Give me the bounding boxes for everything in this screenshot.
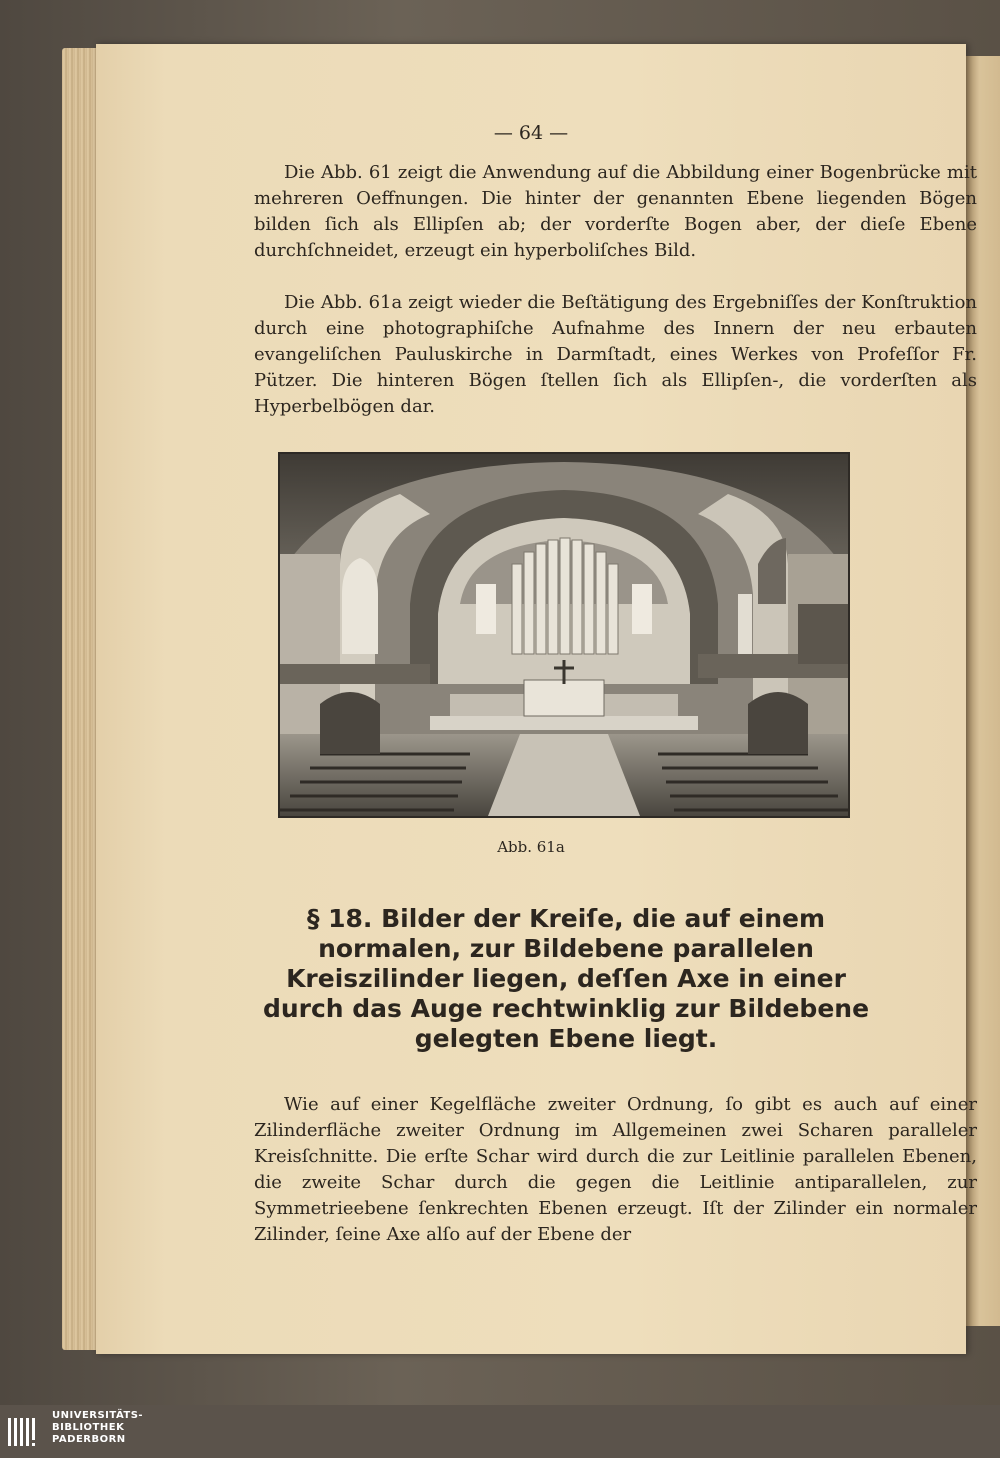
paragraph-2 (254, 290, 977, 420)
library-name (52, 1410, 143, 1446)
paragraph-3-text: Wie auf einer Kegelfläche zweiter Ordnung, ſo gibt es auch auf einer Zilinderfläche zweiter Ordnung im Allgemeinen zwei Scharen paralleler Kreisſchnitte. Die erſte Schar wird durch die zur Leitlinie parallelen Ebenen, die zweite Schar durch die gegen die Leitlinie antiparallelen, zur Symmetrieebene ſenkrechten Ebenen erzeugt. Iſt der Zilinder ein normaler Zilinder, ſeine Axe alſo auf der Ebene der (254, 1094, 977, 1245)
library-name-line-3: PADERBORN (52, 1434, 126, 1445)
paragraph-1 (254, 160, 977, 264)
section-heading: § 18. Bilder der Kreiſe, die auf einem normalen, zur Bildebene parallelen Kreiszilinder liegen, deſſen Axe in einer durch das Auge rechtwinklig zur Bildebene gelegten Ebene liegt. (262, 904, 870, 1053)
paragraph-2-text: Die Abb. 61a zeigt wieder die Beſtätigung des Ergebniſſes der Konſtruktion durch eine photographiſche Aufnahme des Innern der neu erbauten evangeliſchen Pauluskirche in Darmſtadt, eines Werkes von Profeſſor Fr. Pützer. Die hinteren Bögen ſtellen ſich als Ellipſen-, die vorderſten als Hyperbelbögen dar. (254, 292, 977, 417)
library-footer (0, 1405, 1000, 1458)
figure-caption: Abb. 61a (497, 838, 565, 856)
book-page (96, 44, 977, 1354)
paragraph-3 (254, 1092, 977, 1248)
library-name-line-2: BIBLIOTHEK (52, 1422, 125, 1433)
page-number: — 64 — (493, 122, 569, 144)
library-logo-icon (6, 1412, 46, 1452)
church-interior-illustration (280, 454, 848, 816)
library-name-line-1: UNIVERSITÄTS- (52, 1410, 144, 1421)
church-interior-photo (278, 452, 850, 818)
paragraph-1-text: Die Abb. 61 zeigt die Anwendung auf die Abbildung einer Bogenbrücke mit mehreren Oeffnungen. Die hinter der genannten Ebene liegenden Bögen bilden ſich als Ellipſen ab; der vorderſte Bogen aber, der dieſe Ebene durchſchneidet, erzeugt ein hyperboliſches Bild. (254, 162, 977, 261)
